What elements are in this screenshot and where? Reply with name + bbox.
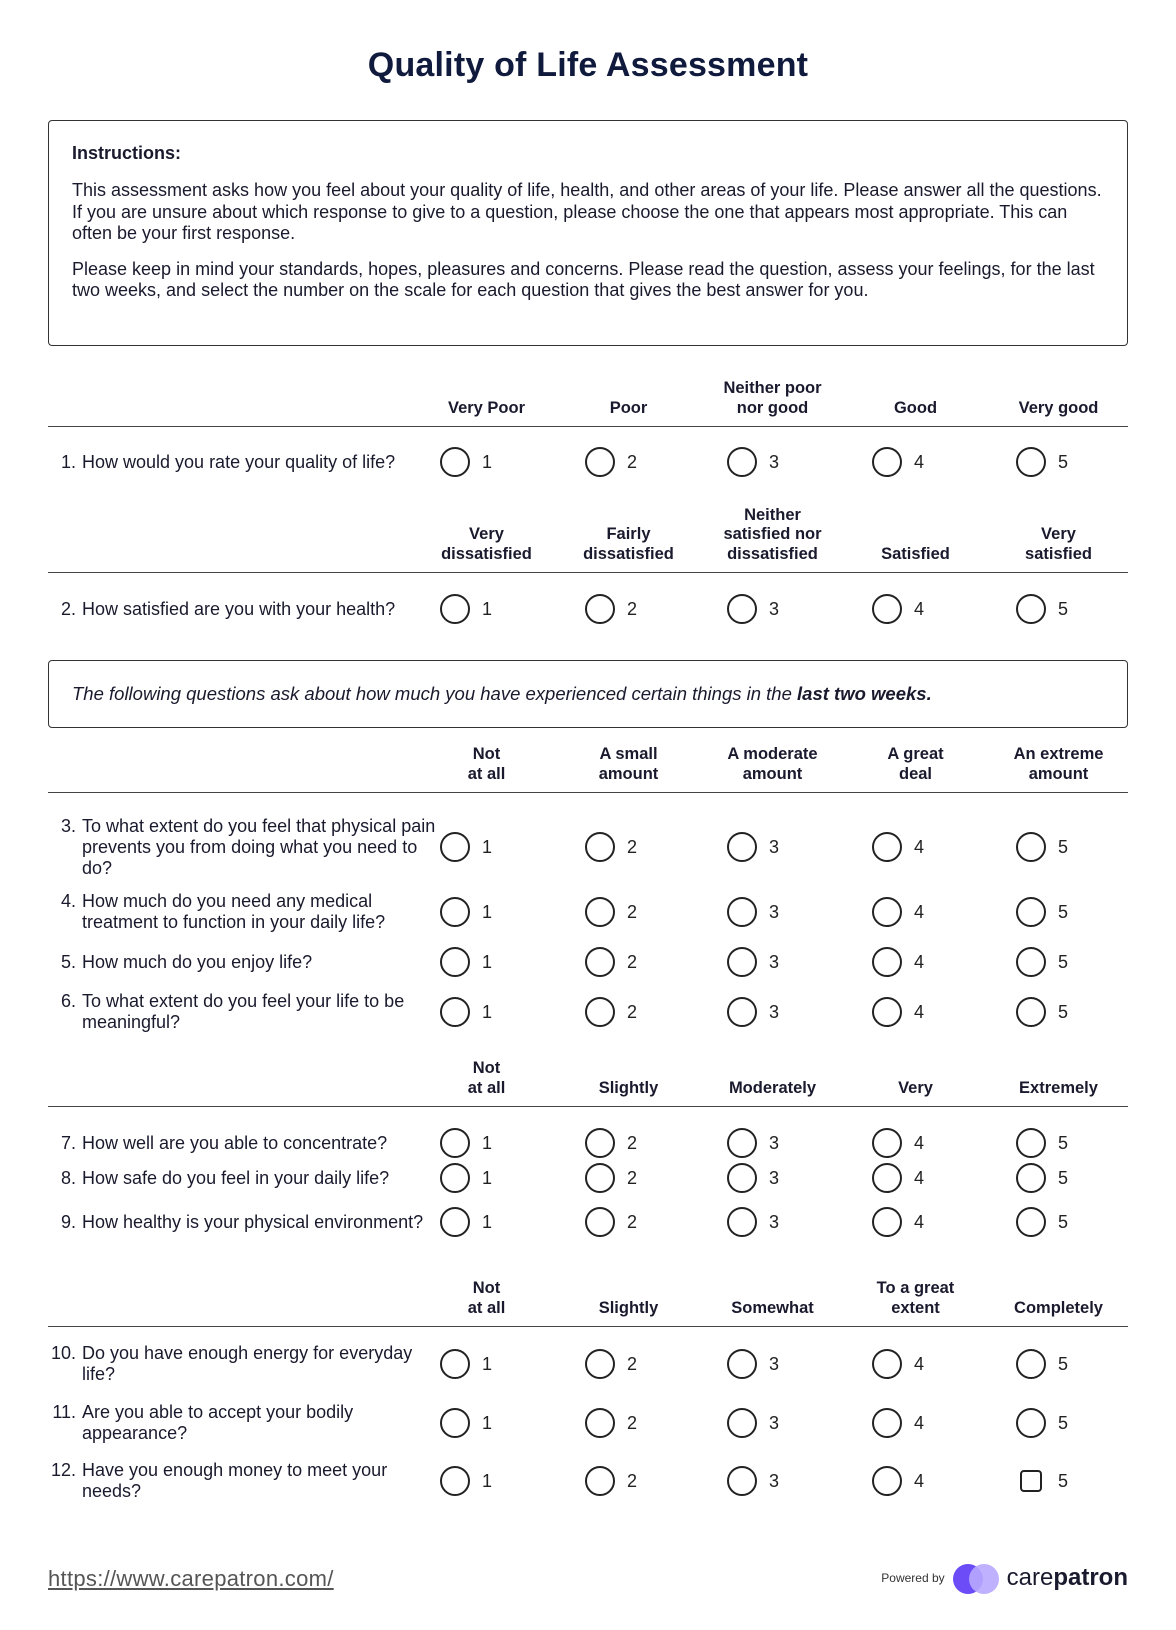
option-value: 1 (482, 598, 493, 619)
q2-option-5[interactable] (1016, 594, 1068, 624)
q12-option-3[interactable] (727, 1466, 779, 1496)
radio-circle-icon[interactable] (727, 1163, 757, 1193)
radio-circle-icon[interactable] (440, 1128, 470, 1158)
scale-header-2-1: Very dissatisfied (441, 525, 532, 563)
radio-circle-icon[interactable] (872, 594, 902, 624)
q8-option-2[interactable] (585, 1163, 637, 1193)
question-text: Are you able to accept your bodily appearance? (82, 1402, 354, 1443)
scale-header-1-3: Neither poor nor good (723, 379, 822, 417)
question-1 (48, 452, 440, 473)
radio-circle-icon[interactable] (585, 1128, 615, 1158)
radio-circle-icon[interactable] (440, 1408, 470, 1438)
radio-circle-icon[interactable] (872, 832, 902, 862)
question-number: 7. (60, 1133, 76, 1153)
radio-circle-icon[interactable] (872, 1163, 902, 1193)
q6-option-5[interactable] (1016, 997, 1068, 1027)
radio-circle-icon[interactable] (440, 447, 470, 477)
option-value: 4 (914, 1470, 925, 1491)
option-value: 4 (914, 1001, 925, 1022)
header-divider (48, 792, 1128, 793)
question-number: 11. (52, 1402, 76, 1422)
option-value: 3 (769, 1001, 780, 1022)
option-value: 4 (914, 1167, 925, 1188)
carepatron-logo-icon (953, 1562, 1001, 1594)
option-value: 1 (482, 1167, 493, 1188)
q12-option-5[interactable] (1016, 1466, 1068, 1496)
option-value: 3 (769, 836, 780, 857)
option-value: 3 (769, 901, 780, 922)
radio-circle-icon[interactable] (1016, 1408, 1046, 1438)
question-text: How much do you need any medical treatment to function in your daily life? (82, 891, 386, 932)
header-divider (48, 1106, 1128, 1107)
option-value: 2 (627, 1167, 638, 1188)
option-value: 1 (482, 836, 493, 857)
q7-option-1[interactable] (440, 1128, 492, 1158)
question-text: To what extent do you feel your life to be meaningful? (82, 991, 405, 1032)
option-value: 2 (627, 1132, 638, 1153)
question-8 (48, 1168, 440, 1189)
question-number: 5. (60, 952, 76, 972)
radio-circle-icon[interactable] (1016, 447, 1046, 477)
radio-circle-icon[interactable] (872, 1466, 902, 1496)
option-value: 4 (914, 836, 925, 857)
scale-header-4-2: Slightly (598, 1078, 659, 1097)
radio-circle-icon[interactable] (440, 1207, 470, 1237)
option-value: 2 (627, 1211, 638, 1232)
q10-option-1[interactable] (440, 1349, 492, 1379)
option-value: 1 (482, 1132, 493, 1153)
powered-by-brand (881, 1562, 1128, 1594)
header-divider (48, 572, 1128, 573)
brand-name-part-1: care (1006, 1564, 1054, 1591)
note-emphasis: last two weeks. (797, 683, 932, 704)
q5-option-1[interactable] (440, 947, 492, 977)
option-value: 4 (914, 1412, 925, 1433)
question-number: 1. (60, 452, 76, 472)
option-value: 2 (627, 901, 638, 922)
scale-header-1-5: Very good (1018, 398, 1099, 417)
q11-option-4[interactable] (872, 1408, 924, 1438)
q3-option-5[interactable] (1016, 832, 1068, 862)
radio-circle-icon[interactable] (440, 1349, 470, 1379)
option-value: 1 (482, 1470, 493, 1491)
option-value: 2 (627, 836, 638, 857)
radio-circle-icon[interactable] (872, 1207, 902, 1237)
q7-option-3[interactable] (727, 1128, 779, 1158)
radio-circle-icon[interactable] (585, 1207, 615, 1237)
q12-option-1[interactable] (440, 1466, 492, 1496)
radio-circle-icon[interactable] (1016, 997, 1046, 1027)
q1-option-5[interactable] (1016, 447, 1068, 477)
q7-option-5[interactable] (1016, 1128, 1068, 1158)
option-value: 5 (1058, 1353, 1069, 1374)
question-10 (48, 1343, 440, 1385)
q9-option-5[interactable] (1016, 1207, 1068, 1237)
brand-name (1007, 1564, 1128, 1592)
q1-option-3[interactable] (727, 447, 779, 477)
scale-header-2-4: Satisfied (881, 544, 950, 563)
option-value: 1 (482, 1412, 493, 1433)
option-value: 2 (627, 1412, 638, 1433)
scale-header-3-4: A great deal (887, 745, 944, 783)
option-value: 5 (1058, 598, 1069, 619)
option-value: 3 (769, 1412, 780, 1433)
scale-header-4-5: Extremely (1019, 1078, 1098, 1097)
radio-circle-icon[interactable] (1016, 832, 1046, 862)
option-value: 3 (769, 1211, 780, 1232)
radio-circle-icon[interactable] (585, 1408, 615, 1438)
q9-option-3[interactable] (727, 1207, 779, 1237)
q1-option-4[interactable] (872, 447, 924, 477)
radio-circle-icon[interactable] (727, 1349, 757, 1379)
radio-circle-icon[interactable] (440, 594, 470, 624)
question-text: To what extent do you feel that physical pain prevents you from doing what you need to do? (82, 816, 436, 878)
q7-option-4[interactable] (872, 1128, 924, 1158)
question-number: 2. (60, 599, 76, 619)
radio-circle-icon[interactable] (585, 997, 615, 1027)
header-divider (48, 1326, 1128, 1327)
radio-circle-icon[interactable] (585, 832, 615, 862)
option-value: 5 (1058, 951, 1069, 972)
q12-option-4[interactable] (872, 1466, 924, 1496)
question-text: How safe do you feel in your daily life? (82, 1168, 390, 1188)
q4-option-1[interactable] (440, 897, 492, 927)
q7-option-2[interactable] (585, 1128, 637, 1158)
q3-option-1[interactable] (440, 832, 492, 862)
option-value: 5 (1058, 1001, 1069, 1022)
q2-option-3[interactable] (727, 594, 779, 624)
scale-header-5-3: Somewhat (731, 1298, 814, 1317)
q5-option-3[interactable] (727, 947, 779, 977)
option-value: 2 (627, 951, 638, 972)
radio-circle-icon[interactable] (440, 1466, 470, 1496)
option-value: 3 (769, 451, 780, 472)
q6-option-4[interactable] (872, 997, 924, 1027)
radio-circle-icon[interactable] (585, 897, 615, 927)
q4-option-2[interactable] (585, 897, 637, 927)
q4-option-3[interactable] (727, 897, 779, 927)
option-value: 3 (769, 1132, 780, 1153)
radio-circle-icon[interactable] (727, 594, 757, 624)
q6-option-1[interactable] (440, 997, 492, 1027)
radio-circle-icon[interactable] (1016, 1163, 1046, 1193)
scale-header-3-2: A small amount (598, 745, 659, 783)
scale-header-1-4: Good (893, 398, 938, 417)
radio-circle-icon[interactable] (727, 832, 757, 862)
q4-option-4[interactable] (872, 897, 924, 927)
page-title: Quality of Life Assessment (367, 46, 809, 84)
q1-option-1[interactable] (440, 447, 492, 477)
radio-circle-icon[interactable] (1016, 947, 1046, 977)
question-6 (48, 991, 440, 1033)
instructions-heading: Instructions: (72, 143, 182, 163)
radio-circle-icon[interactable] (872, 1349, 902, 1379)
q8-option-3[interactable] (727, 1163, 779, 1193)
q9-option-4[interactable] (872, 1207, 924, 1237)
q8-option-1[interactable] (440, 1163, 492, 1193)
scale-header-1-1: Very Poor (447, 398, 526, 417)
radio-circle-icon[interactable] (1016, 1207, 1046, 1237)
option-value: 3 (769, 598, 780, 619)
option-value: 4 (914, 951, 925, 972)
question-7 (48, 1133, 440, 1154)
radio-circle-icon[interactable] (872, 1128, 902, 1158)
option-value: 5 (1058, 1167, 1069, 1188)
question-3 (48, 816, 440, 879)
radio-circle-icon[interactable] (440, 832, 470, 862)
checkbox-icon[interactable] (1020, 1470, 1042, 1492)
question-text: How would you rate your quality of life? (82, 452, 396, 472)
option-value: 2 (627, 1470, 638, 1491)
q11-option-2[interactable] (585, 1408, 637, 1438)
option-value: 4 (914, 598, 925, 619)
radio-circle-icon[interactable] (727, 1128, 757, 1158)
radio-circle-icon[interactable] (1016, 1349, 1046, 1379)
q1-option-2[interactable] (585, 447, 637, 477)
question-text: How well are you able to concentrate? (82, 1133, 388, 1153)
scale-header-3-1: Not at all (467, 745, 506, 783)
brand-name-part-2: patron (1053, 1564, 1128, 1591)
scale-header-2-2: Fairly dissatisfied (583, 525, 674, 563)
q6-option-3[interactable] (727, 997, 779, 1027)
q12-option-2[interactable] (585, 1466, 637, 1496)
option-value: 1 (482, 451, 493, 472)
q11-option-3[interactable] (727, 1408, 779, 1438)
radio-circle-icon[interactable] (440, 1163, 470, 1193)
option-value: 1 (482, 1353, 493, 1374)
radio-circle-icon[interactable] (872, 447, 902, 477)
option-value: 4 (914, 451, 925, 472)
question-4 (48, 891, 440, 933)
option-value: 4 (914, 1211, 925, 1232)
question-12 (48, 1460, 440, 1502)
option-value: 3 (769, 951, 780, 972)
question-text: Have you enough money to meet your needs? (82, 1460, 388, 1501)
q3-option-4[interactable] (872, 832, 924, 862)
q8-option-4[interactable] (872, 1163, 924, 1193)
question-text: How much do you enjoy life? (82, 952, 313, 972)
q10-option-2[interactable] (585, 1349, 637, 1379)
q2-option-1[interactable] (440, 594, 492, 624)
option-value: 5 (1058, 451, 1069, 472)
radio-circle-icon[interactable] (872, 997, 902, 1027)
q2-option-2[interactable] (585, 594, 637, 624)
scale-header-4-1: Not at all (467, 1059, 506, 1097)
option-value: 1 (482, 1211, 493, 1232)
radio-circle-icon[interactable] (727, 447, 757, 477)
radio-circle-icon[interactable] (872, 897, 902, 927)
q9-option-1[interactable] (440, 1207, 492, 1237)
scale-header-5-4: To a great extent (876, 1279, 955, 1317)
question-number: 8. (60, 1168, 76, 1188)
instructions-box (48, 120, 1128, 346)
scale-header-1-2: Poor (609, 398, 648, 417)
q10-option-4[interactable] (872, 1349, 924, 1379)
option-value: 2 (627, 1353, 638, 1374)
option-value: 3 (769, 1167, 780, 1188)
question-number: 9. (60, 1212, 76, 1232)
question-number: 6. (60, 991, 76, 1011)
option-value: 5 (1058, 1211, 1069, 1232)
timeframe-note (48, 660, 1128, 728)
radio-circle-icon[interactable] (585, 594, 615, 624)
carepatron-link[interactable]: https://www.carepatron.com/ (48, 1566, 334, 1591)
question-text: How satisfied are you with your health? (82, 599, 396, 619)
option-value: 3 (769, 1470, 780, 1491)
q10-option-5[interactable] (1016, 1349, 1068, 1379)
q8-option-5[interactable] (1016, 1163, 1068, 1193)
scale-header-5-1: Not at all (467, 1279, 506, 1317)
q5-option-4[interactable] (872, 947, 924, 977)
scale-header-2-3: Neither satisfied nor dissatisfied (723, 505, 822, 563)
q5-option-5[interactable] (1016, 947, 1068, 977)
radio-circle-icon[interactable] (585, 1163, 615, 1193)
option-value: 5 (1058, 836, 1069, 857)
q11-option-5[interactable] (1016, 1408, 1068, 1438)
question-5 (48, 952, 440, 973)
question-number: 10. (50, 1343, 76, 1363)
radio-circle-icon[interactable] (440, 897, 470, 927)
radio-circle-icon[interactable] (585, 947, 615, 977)
option-value: 2 (627, 598, 638, 619)
q4-option-5[interactable] (1016, 897, 1068, 927)
question-text: Do you have enough energy for everyday life? (82, 1343, 413, 1384)
option-value: 1 (482, 951, 493, 972)
question-text: How healthy is your physical environment? (82, 1212, 424, 1232)
q2-option-4[interactable] (872, 594, 924, 624)
option-value: 3 (769, 1353, 780, 1374)
radio-circle-icon[interactable] (1016, 594, 1046, 624)
radio-circle-icon[interactable] (440, 947, 470, 977)
instructions-paragraph-2: Please keep in mind your standards, hopes, pleasures and concerns. Please read the question, assess your feelings, for the last two weeks, and select the number on the scale for each question that gives the best answer for you. (72, 258, 1095, 300)
q3-option-3[interactable] (727, 832, 779, 862)
radio-circle-icon[interactable] (585, 1466, 615, 1496)
q5-option-2[interactable] (585, 947, 637, 977)
radio-circle-icon[interactable] (585, 447, 615, 477)
option-value: 2 (627, 1001, 638, 1022)
radio-circle-icon[interactable] (1016, 897, 1046, 927)
radio-circle-icon[interactable] (872, 947, 902, 977)
q10-option-3[interactable] (727, 1349, 779, 1379)
question-2 (48, 599, 440, 620)
q6-option-2[interactable] (585, 997, 637, 1027)
option-value: 5 (1058, 901, 1069, 922)
question-number: 4. (60, 891, 76, 911)
question-number: 12. (50, 1460, 76, 1480)
question-number: 3. (60, 816, 76, 836)
scale-header-3-3: A moderate amount (727, 745, 818, 783)
radio-circle-icon[interactable] (440, 997, 470, 1027)
option-value: 1 (482, 1001, 493, 1022)
scale-header-3-5: An extreme amount (1013, 745, 1104, 783)
radio-circle-icon[interactable] (872, 1408, 902, 1438)
radio-circle-icon[interactable] (727, 1207, 757, 1237)
radio-circle-icon[interactable] (727, 947, 757, 977)
option-value: 4 (914, 901, 925, 922)
scale-header-5-5: Completely (1014, 1298, 1103, 1317)
radio-circle-icon[interactable] (727, 997, 757, 1027)
question-9 (48, 1212, 440, 1233)
question-11 (48, 1402, 440, 1444)
radio-circle-icon[interactable] (585, 1349, 615, 1379)
powered-by-label: Powered by (881, 1571, 945, 1585)
q9-option-2[interactable] (585, 1207, 637, 1237)
scale-header-2-5: Very satisfied (1025, 525, 1092, 563)
option-value: 4 (914, 1353, 925, 1374)
option-value: 1 (482, 901, 493, 922)
option-value: 2 (627, 451, 638, 472)
note-text: The following questions ask about how much you have experienced certain things in the (72, 683, 798, 704)
scale-header-4-4: Very (898, 1078, 933, 1097)
option-value: 5 (1058, 1412, 1069, 1433)
radio-circle-icon[interactable] (727, 897, 757, 927)
scale-header-5-2: Slightly (598, 1298, 659, 1317)
radio-circle-icon[interactable] (727, 1466, 757, 1496)
radio-circle-icon[interactable] (727, 1408, 757, 1438)
q3-option-2[interactable] (585, 832, 637, 862)
header-divider (48, 426, 1128, 427)
q11-option-1[interactable] (440, 1408, 492, 1438)
radio-circle-icon[interactable] (1016, 1128, 1046, 1158)
instructions-paragraph-1: This assessment asks how you feel about your quality of life, health, and other areas of your life. Please answer all the questions. If you are unsure about which response to give to a question, please choose the one that appears most appropriate. This can often be your first response. (72, 180, 1102, 243)
option-value: 5 (1058, 1132, 1069, 1153)
option-value: 4 (914, 1132, 925, 1153)
scale-header-4-3: Moderately (728, 1078, 817, 1097)
option-value: 5 (1058, 1470, 1069, 1491)
